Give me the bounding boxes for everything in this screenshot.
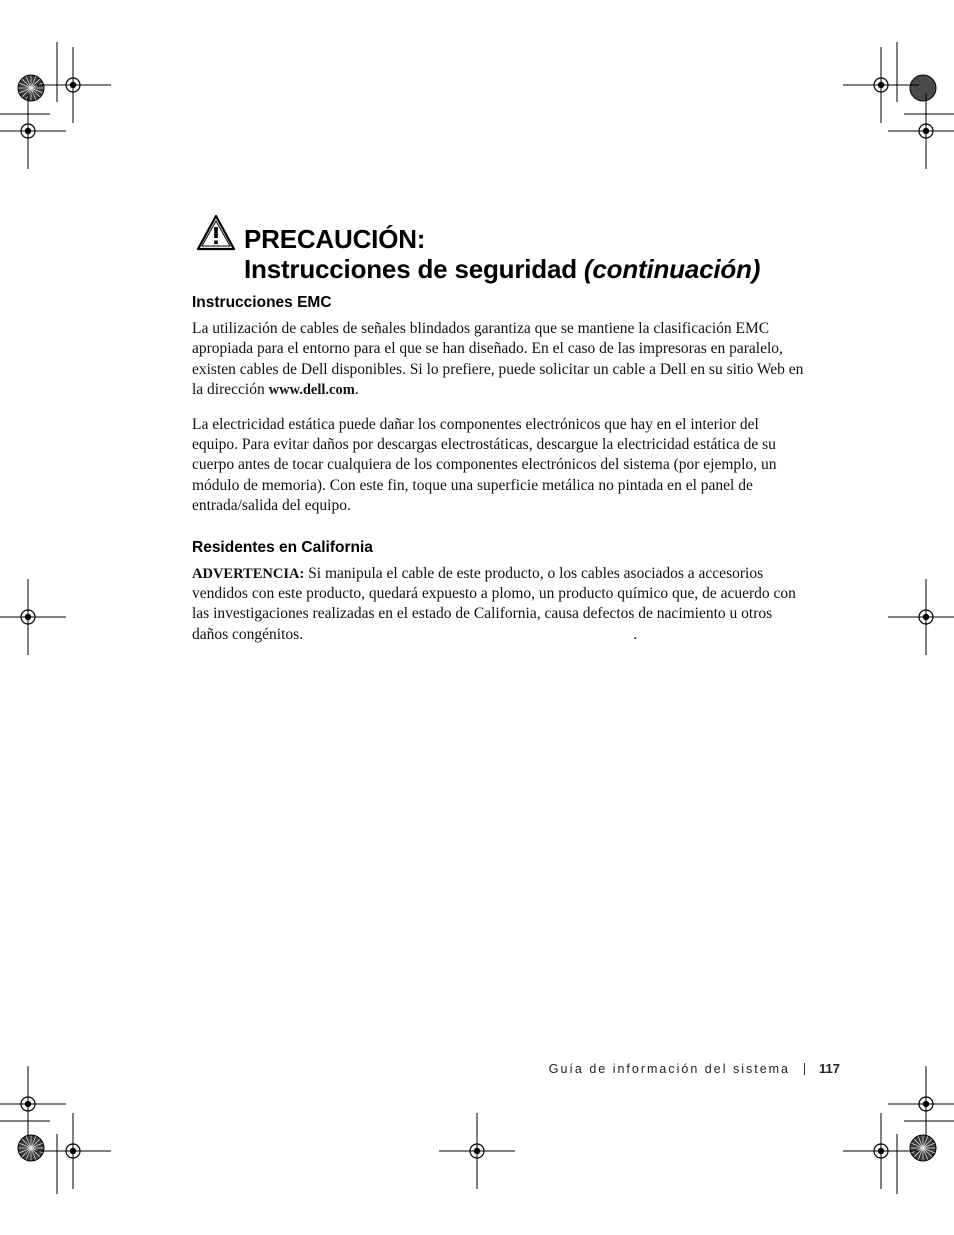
- title-caution: PRECAUCIÓN:: [244, 224, 426, 254]
- paragraph-california-warning: [192, 564, 804, 646]
- paragraph-text: Si manipula el cable de este producto, o los cables asociados a accesorios vendidos con este producto, quedará expuesto a plomo, un producto químico que, de acuerdo con las investigaciones realizadas en el estado de California, causa defectos de nacimiento u otros daños congénitos.: [192, 564, 796, 643]
- page-footer: [400, 1061, 840, 1076]
- section-heading-california: Residentes en California: [192, 538, 373, 556]
- page-number: 117: [819, 1061, 840, 1076]
- trailing-dot: .: [633, 625, 638, 643]
- section-heading-emc: Instrucciones EMC: [192, 294, 332, 311]
- page-title: [196, 214, 876, 284]
- footer-guide-title: Guía de información del sistema: [548, 1062, 791, 1076]
- warning-triangle-icon: [196, 214, 236, 252]
- paragraph-emc-cables: [192, 319, 804, 401]
- dell-website-link[interactable]: www.dell.com: [268, 382, 355, 399]
- paragraph-text: La utilización de cables de señales blindados garantiza que se mantiene la clasificación EMC apropiada para el entorno para el que se han diseñado. En el caso de las impresoras en paralelo, existen cables de Dell disponibles. Si lo prefiere, puede solicitar un cable a Dell en su sitio Web en la dirección: [192, 320, 804, 399]
- warning-label: ADVERTENCIA:: [192, 565, 305, 582]
- title-subtitle: [244, 254, 876, 284]
- footer-divider: [804, 1063, 805, 1075]
- title-main: Instrucciones de seguridad: [244, 254, 577, 284]
- document-body: [192, 292, 804, 659]
- paragraph-suffix: .: [354, 381, 359, 399]
- paragraph-static-electricity: La electricidad estática puede dañar los componentes electrónicos que hay en el interior del equipo. Para evitar daños por descargas electrostáticas, descargue la electricidad estática de su cuerpo antes de tocar cualquiera de los componentes electrónicos del sistema (por ejemplo, un módulo de memoria). Con este fin, toque una superficie metálica no pintada en el panel de entrada/salida del equipo.: [192, 415, 777, 515]
- title-continuation: (continuación): [583, 254, 761, 284]
